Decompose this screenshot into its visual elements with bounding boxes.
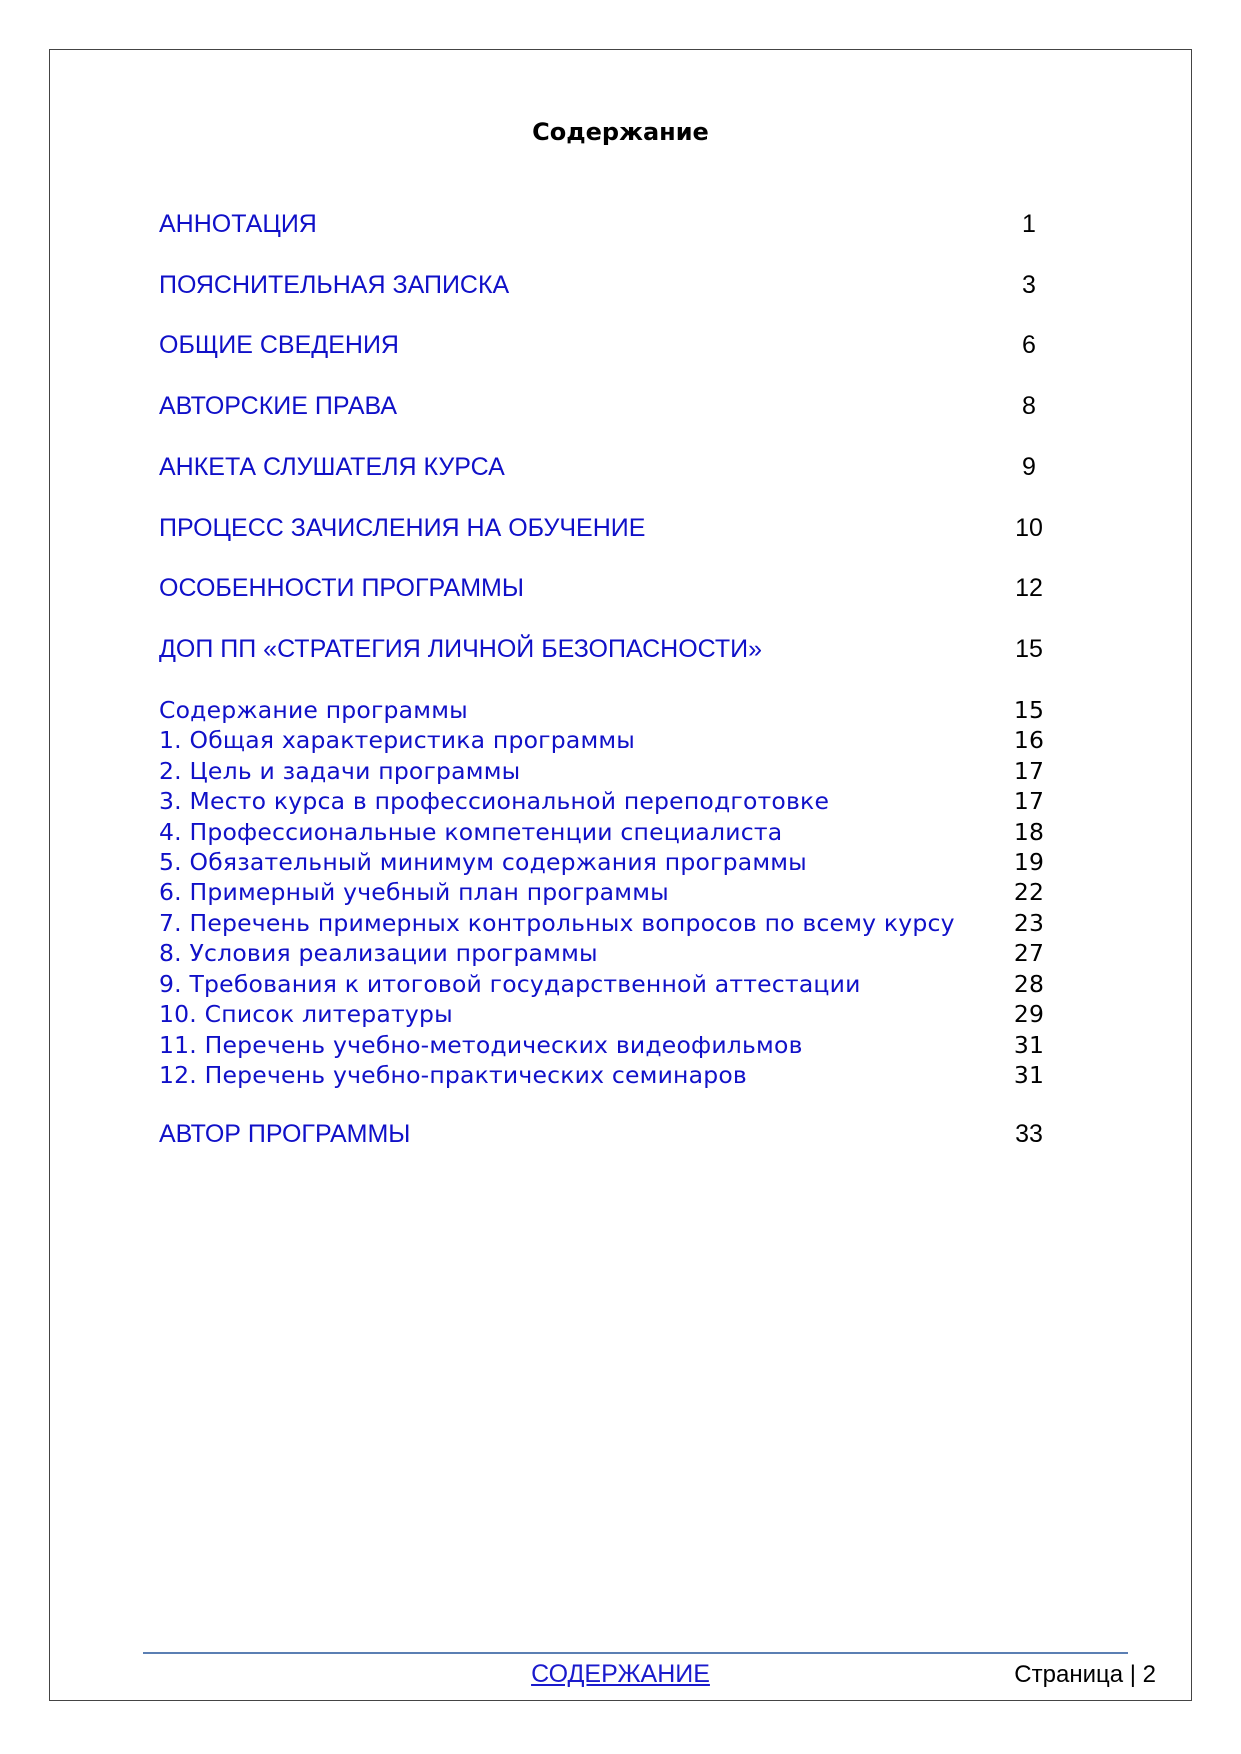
toc-entry-author[interactable] (159, 1120, 1059, 1154)
toc-entry-label: АНКЕТА СЛУШАТЕЛЯ КУРСА (159, 453, 505, 481)
toc-entry-program[interactable] (159, 635, 1059, 669)
footer-contents-link[interactable]: СОДЕРЖАНИЕ (531, 1660, 710, 1688)
toc-entry-label: 10. Список литературы (159, 1000, 453, 1028)
toc-entry-page: 9 (1022, 453, 1036, 481)
toc-entry-page: 1 (1022, 210, 1036, 238)
toc-entry-label: 1. Общая характеристика программы (159, 726, 636, 754)
toc-entry-label: 6. Примерный учебный план программы (159, 878, 669, 906)
toc-subentry[interactable] (159, 1000, 1059, 1034)
toc-entry-copyright[interactable] (159, 392, 1059, 426)
toc-entry-page: 29 (1013, 1000, 1045, 1028)
toc-subentry[interactable] (159, 1061, 1059, 1095)
toc-entry-page: 27 (1013, 939, 1045, 967)
toc-entry-label: ПРОЦЕСС ЗАЧИСЛЕНИЯ НА ОБУЧЕНИЕ (159, 514, 646, 542)
toc-entry-page: 18 (1013, 818, 1045, 846)
toc-entry-label: АННОТАЦИЯ (159, 210, 317, 238)
toc-entry-page: 22 (1013, 878, 1045, 906)
toc-entry-enrollment[interactable] (159, 514, 1059, 548)
toc-subentry[interactable] (159, 818, 1059, 852)
toc-entry-label: 8. Условия реализации программы (159, 939, 598, 967)
toc-entry-annotation[interactable] (159, 210, 1059, 244)
toc-subentry[interactable] (159, 848, 1059, 882)
toc-entry-features[interactable] (159, 574, 1059, 608)
toc-entry-explanatory-note[interactable] (159, 271, 1059, 305)
toc-entry-page: 28 (1013, 970, 1045, 998)
toc-subentry[interactable] (159, 757, 1059, 791)
page-title: Содержание (532, 118, 709, 146)
toc-entry-page: 6 (1022, 331, 1036, 359)
toc-entry-questionnaire[interactable] (159, 453, 1059, 487)
toc-entry-label: ОСОБЕННОСТИ ПРОГРАММЫ (159, 574, 524, 602)
toc-entry-label: 4. Профессиональные компетенции специалиста (159, 818, 783, 846)
toc-entry-general-info[interactable] (159, 331, 1059, 365)
toc-subentry[interactable] (159, 726, 1059, 760)
toc-entry-label: 7. Перечень примерных контрольных вопросов по всему курсу (159, 909, 955, 937)
toc-entry-page: 10 (1015, 514, 1043, 542)
toc-subentry[interactable] (159, 1031, 1059, 1065)
toc-entry-page: 16 (1013, 726, 1045, 754)
toc-entry-page: 17 (1013, 757, 1045, 785)
toc-entry-label: 12. Перечень учебно-практических семинаров (159, 1061, 747, 1089)
toc-subentry[interactable] (159, 787, 1059, 821)
toc-subentry[interactable] (159, 970, 1059, 1004)
toc-entry-label: ДОП ПП «СТРАТЕГИЯ ЛИЧНОЙ БЕЗОПАСНОСТИ» (159, 635, 763, 663)
toc-entry-page: 33 (1015, 1120, 1043, 1148)
toc-subentry[interactable] (159, 878, 1059, 912)
toc-entry-page: 15 (1015, 635, 1043, 663)
toc-entry-label: АВТОРСКИЕ ПРАВА (159, 392, 398, 420)
toc-entry-label: 3. Место курса в профессиональной переподготовке (159, 787, 830, 815)
toc-entry-page: 8 (1022, 392, 1036, 420)
toc-entry-label: 11. Перечень учебно-методических видеофильмов (159, 1031, 803, 1059)
toc-subentry[interactable] (159, 909, 1059, 943)
page-number: Страница | 2 (1014, 1661, 1156, 1688)
toc-subentry[interactable] (159, 939, 1059, 973)
toc-entry-page: 3 (1022, 271, 1036, 299)
toc-entry-page: 23 (1013, 909, 1045, 937)
toc-entry-label: 5. Обязательный минимум содержания программы (159, 848, 807, 876)
toc-entry-label: 9. Требования к итоговой государственной аттестации (159, 970, 861, 998)
toc-entry-label: Содержание программы (159, 696, 468, 724)
toc-subentry[interactable] (159, 696, 1059, 730)
toc-entry-page: 12 (1015, 574, 1043, 602)
toc-entry-page: 31 (1013, 1061, 1045, 1089)
toc-entry-page: 19 (1013, 848, 1045, 876)
footer-divider (143, 1652, 1128, 1654)
toc-entry-label: ПОЯСНИТЕЛЬНАЯ ЗАПИСКА (159, 271, 510, 299)
toc-entry-page: 15 (1013, 696, 1045, 724)
toc-entry-page: 31 (1013, 1031, 1045, 1059)
toc-entry-label: АВТОР ПРОГРАММЫ (159, 1120, 411, 1148)
toc-entry-page: 17 (1013, 787, 1045, 815)
toc-entry-label: 2. Цель и задачи программы (159, 757, 521, 785)
toc-entry-label: ОБЩИЕ СВЕДЕНИЯ (159, 331, 399, 359)
